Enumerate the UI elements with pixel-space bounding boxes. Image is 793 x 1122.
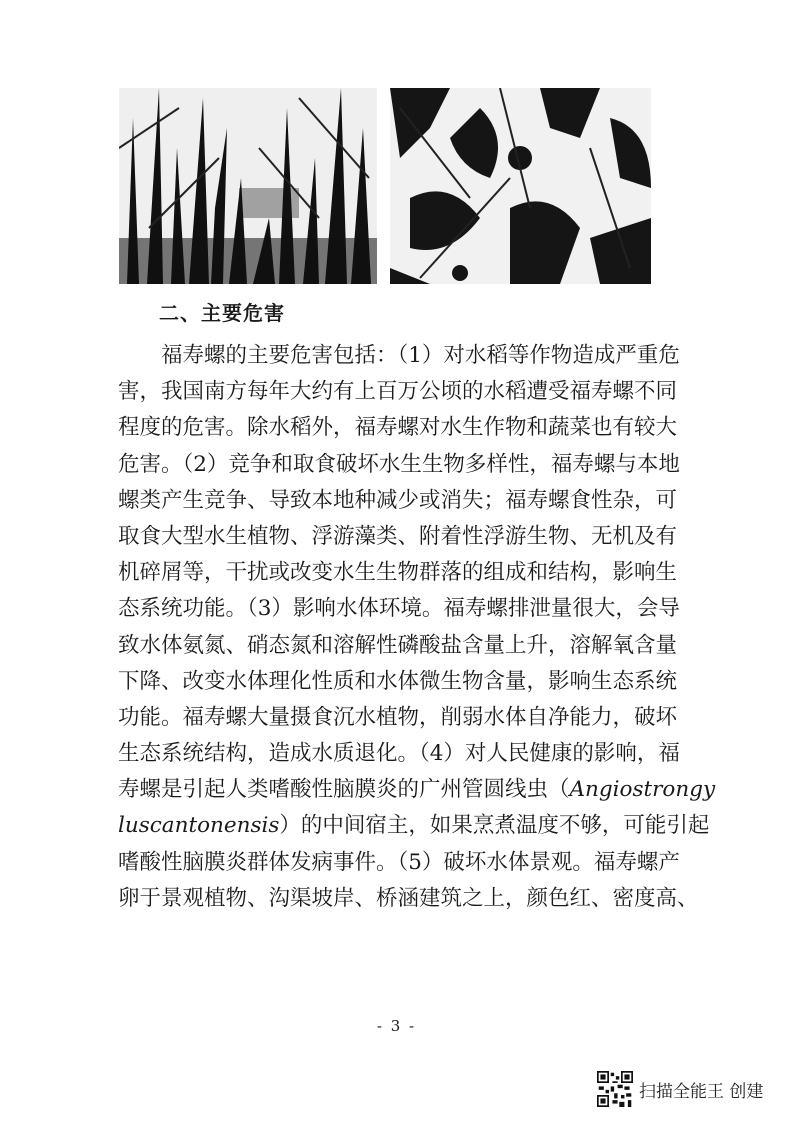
paragraph-line: 生态系统结构，造成水质退化。（4）对人民健康的影响，福 <box>118 741 680 767</box>
line-text: 寿螺是引起人类嗜酸性脑膜炎的广州管圆线虫（ <box>118 777 570 803</box>
paragraph-line: 取食大型水生植物、浮游藻类、附着性浮游生物、无机及有 <box>118 523 678 549</box>
rice-stems-photo <box>119 88 377 284</box>
paragraph-line: 下降、改变水体理化性质和水体微生物含量，影响生态系统 <box>118 668 678 694</box>
paragraph-line: 致水体氨氮、硝态氮和溶解性磷酸盐含量上升，溶解氧含量 <box>118 632 678 658</box>
paragraph-line: 嗜酸性脑膜炎群体发病事件。（5）破坏水体景观。福寿螺产 <box>118 849 680 875</box>
aquatic-plants-photo <box>390 88 651 284</box>
paragraph-line: 福寿螺的主要危害包括：（1）对水稻等作物造成严重危 <box>118 343 680 368</box>
watermark-text: 扫描全能王 创建 <box>639 1081 764 1102</box>
paragraph-line: 螺类产生竞争、导致本地种减少或消失；福寿螺食性杂，可 <box>118 487 678 513</box>
latin-name: Angiostrongy <box>569 777 716 803</box>
watermark <box>597 1070 763 1108</box>
page-number: - 3 - <box>376 1017 417 1035</box>
paragraph-line: 功能。福寿螺大量摄食沉水植物，削弱水体自净能力，破坏 <box>118 704 678 730</box>
figure-photos <box>119 88 651 284</box>
paragraph-line: 卵于景观植物、沟渠坡岸、桥涵建筑之上，颜色红、密度高、 <box>118 885 699 911</box>
latin-name: luscantonensis <box>118 813 280 839</box>
paragraph-line: 程度的危害。除水稻外，福寿螺对水生作物和蔬菜也有较大 <box>118 415 678 441</box>
paragraph-line: 危害。（2）竞争和取食破坏水生生物多样性，福寿螺与本地 <box>118 451 680 477</box>
paragraph-line <box>118 772 716 808</box>
paragraph-line: 态系统功能。（3）影响水体环境。福寿螺排泄量很大，会导 <box>118 596 680 622</box>
paragraph <box>118 338 716 917</box>
line-text: ）的中间宿主，如果烹煮温度不够，可能引起 <box>279 813 710 839</box>
qr-code-icon <box>597 1071 633 1107</box>
section-heading: 二、主要危害 <box>159 301 285 325</box>
paragraph-line <box>118 808 710 844</box>
paragraph-line: 机碎屑等，干扰或改变水生生物群落的组成和结构，影响生 <box>118 560 678 586</box>
paragraph-line: 害，我国南方每年大约有上百万公顷的水稻遭受福寿螺不同 <box>118 379 678 405</box>
